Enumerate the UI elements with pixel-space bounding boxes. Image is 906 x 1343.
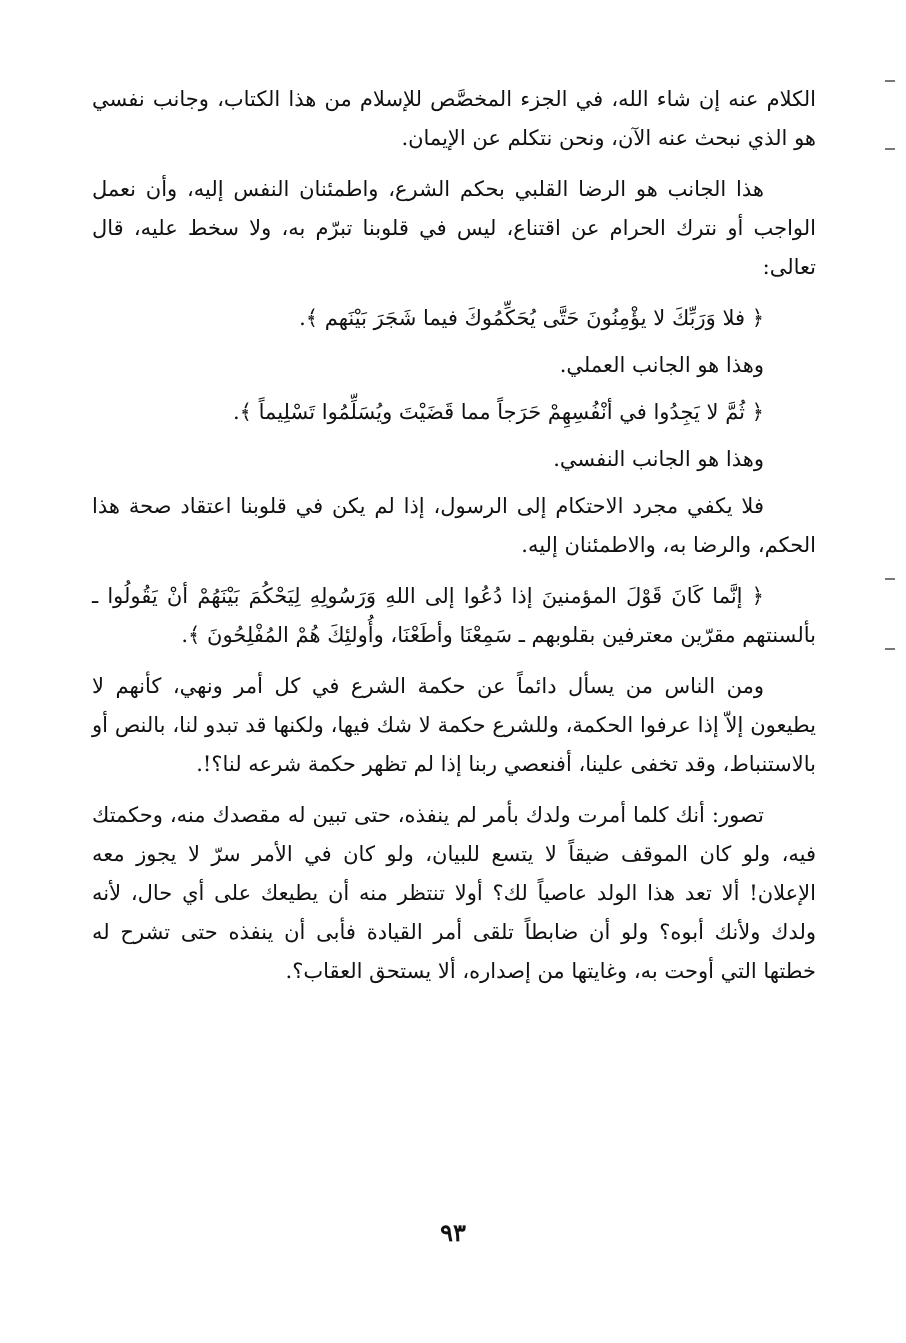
- quran-quote-2: ﴿ ثُمَّ لا يَجِدُوا في أنْفُسِهِمْ حَرَجاً مما قَضَيْتَ ويُسَلِّمُوا تَسْلِيماً ﴾.: [233, 400, 764, 424]
- margin-tick: [885, 80, 895, 82]
- paragraph-judgment: فلا يكفي مجرد الاحتكام إلى الرسول، إذا لم يكن في قلوبنا اعتقاد صحة هذا الحكم، والرضا به، والاطمئنان إليه.: [92, 494, 816, 557]
- note-practical-aspect: وهذا هو الجانب العملي.: [559, 353, 764, 377]
- page-number: ٩٣: [440, 1218, 466, 1247]
- quran-quote-3: ﴿ إنَّما كَانَ قَوْلَ المؤمنينَ إذا دُعُوا إلى اللهِ وَرَسُولِهِ لِيَحْكُمَ بَيْنَهُمْ أنْ يَقُولُوا ـ بألسنتهم مقرّين معترفين بقلوبهم ـ سَمِعْنَا وأطَعْنَا، وأُولئِكَ هُمْ المُفْلِحُونَ ﴾.: [92, 584, 816, 647]
- paragraph-continuation: الكلام عنه إن شاء الله، في الجزء المخصَّص للإسلام من هذا الكتاب، وجانب نفسي هو الذي نبحث عنه الآن، ونحن نتكلم عن الإيمان.: [92, 87, 816, 150]
- margin-tick: [885, 578, 895, 580]
- paragraph-imagine: تصور: أنك كلما أمرت ولدك بأمر لم ينفذه، حتى تبين له مقصدك منه، وحكمتك فيه، ولو كان الموقف ضيقاً لا يتسع للبيان، ولو كان في الأمر سرّ لا يجوز معه الإعلان! ألا تعد هذا الولد عاصياً لك؟ أولا تنتظر منه أن يطيعك على أي حال، لأنه ولدك ولأنك أبوه؟ ولو أن ضابطاً تلقى أمر القيادة فأبى أن ينفذه حتى تشرح له خطتها التي أوحت به، وغايتها من إصداره، ألا يستحق العقاب؟.: [92, 803, 816, 983]
- margin-tick: [885, 148, 895, 150]
- paragraph-satisfaction: هذا الجانب هو الرضا القلبي بحكم الشرع، واطمئنان النفس إليه، وأن نعمل الواجب أو نترك الحرام عن اقتناع، ليس في قلوبنا تبرّم به، ولا سخط عليه، قال تعالى:: [92, 177, 816, 279]
- note-psychological-aspect: وهذا هو الجانب النفسي.: [553, 447, 764, 471]
- margin-tick: [885, 648, 895, 650]
- paragraph-wisdom: ومن الناس من يسأل دائماً عن حكمة الشرع في كل أمر ونهي، كأنهم لا يطيعون إلاّ إذا عرفوا الحكمة، وللشرع حكمة لا شك فيها، ولكنها قد تبدو لنا، بالنص أو بالاستنباط، وقد تخفى علينا، أفنعصي ربنا إذا لم تظهر حكمة شرعه لنا؟!.: [92, 674, 816, 776]
- quran-quote-1: ﴿ فلا وَرَبِّكَ لا يؤْمِنُونَ حَتَّى يُحَكِّمُوكَ فيما شَجَرَ بَيْنَهم ﴾.: [299, 306, 764, 330]
- body-text: [92, 80, 816, 1003]
